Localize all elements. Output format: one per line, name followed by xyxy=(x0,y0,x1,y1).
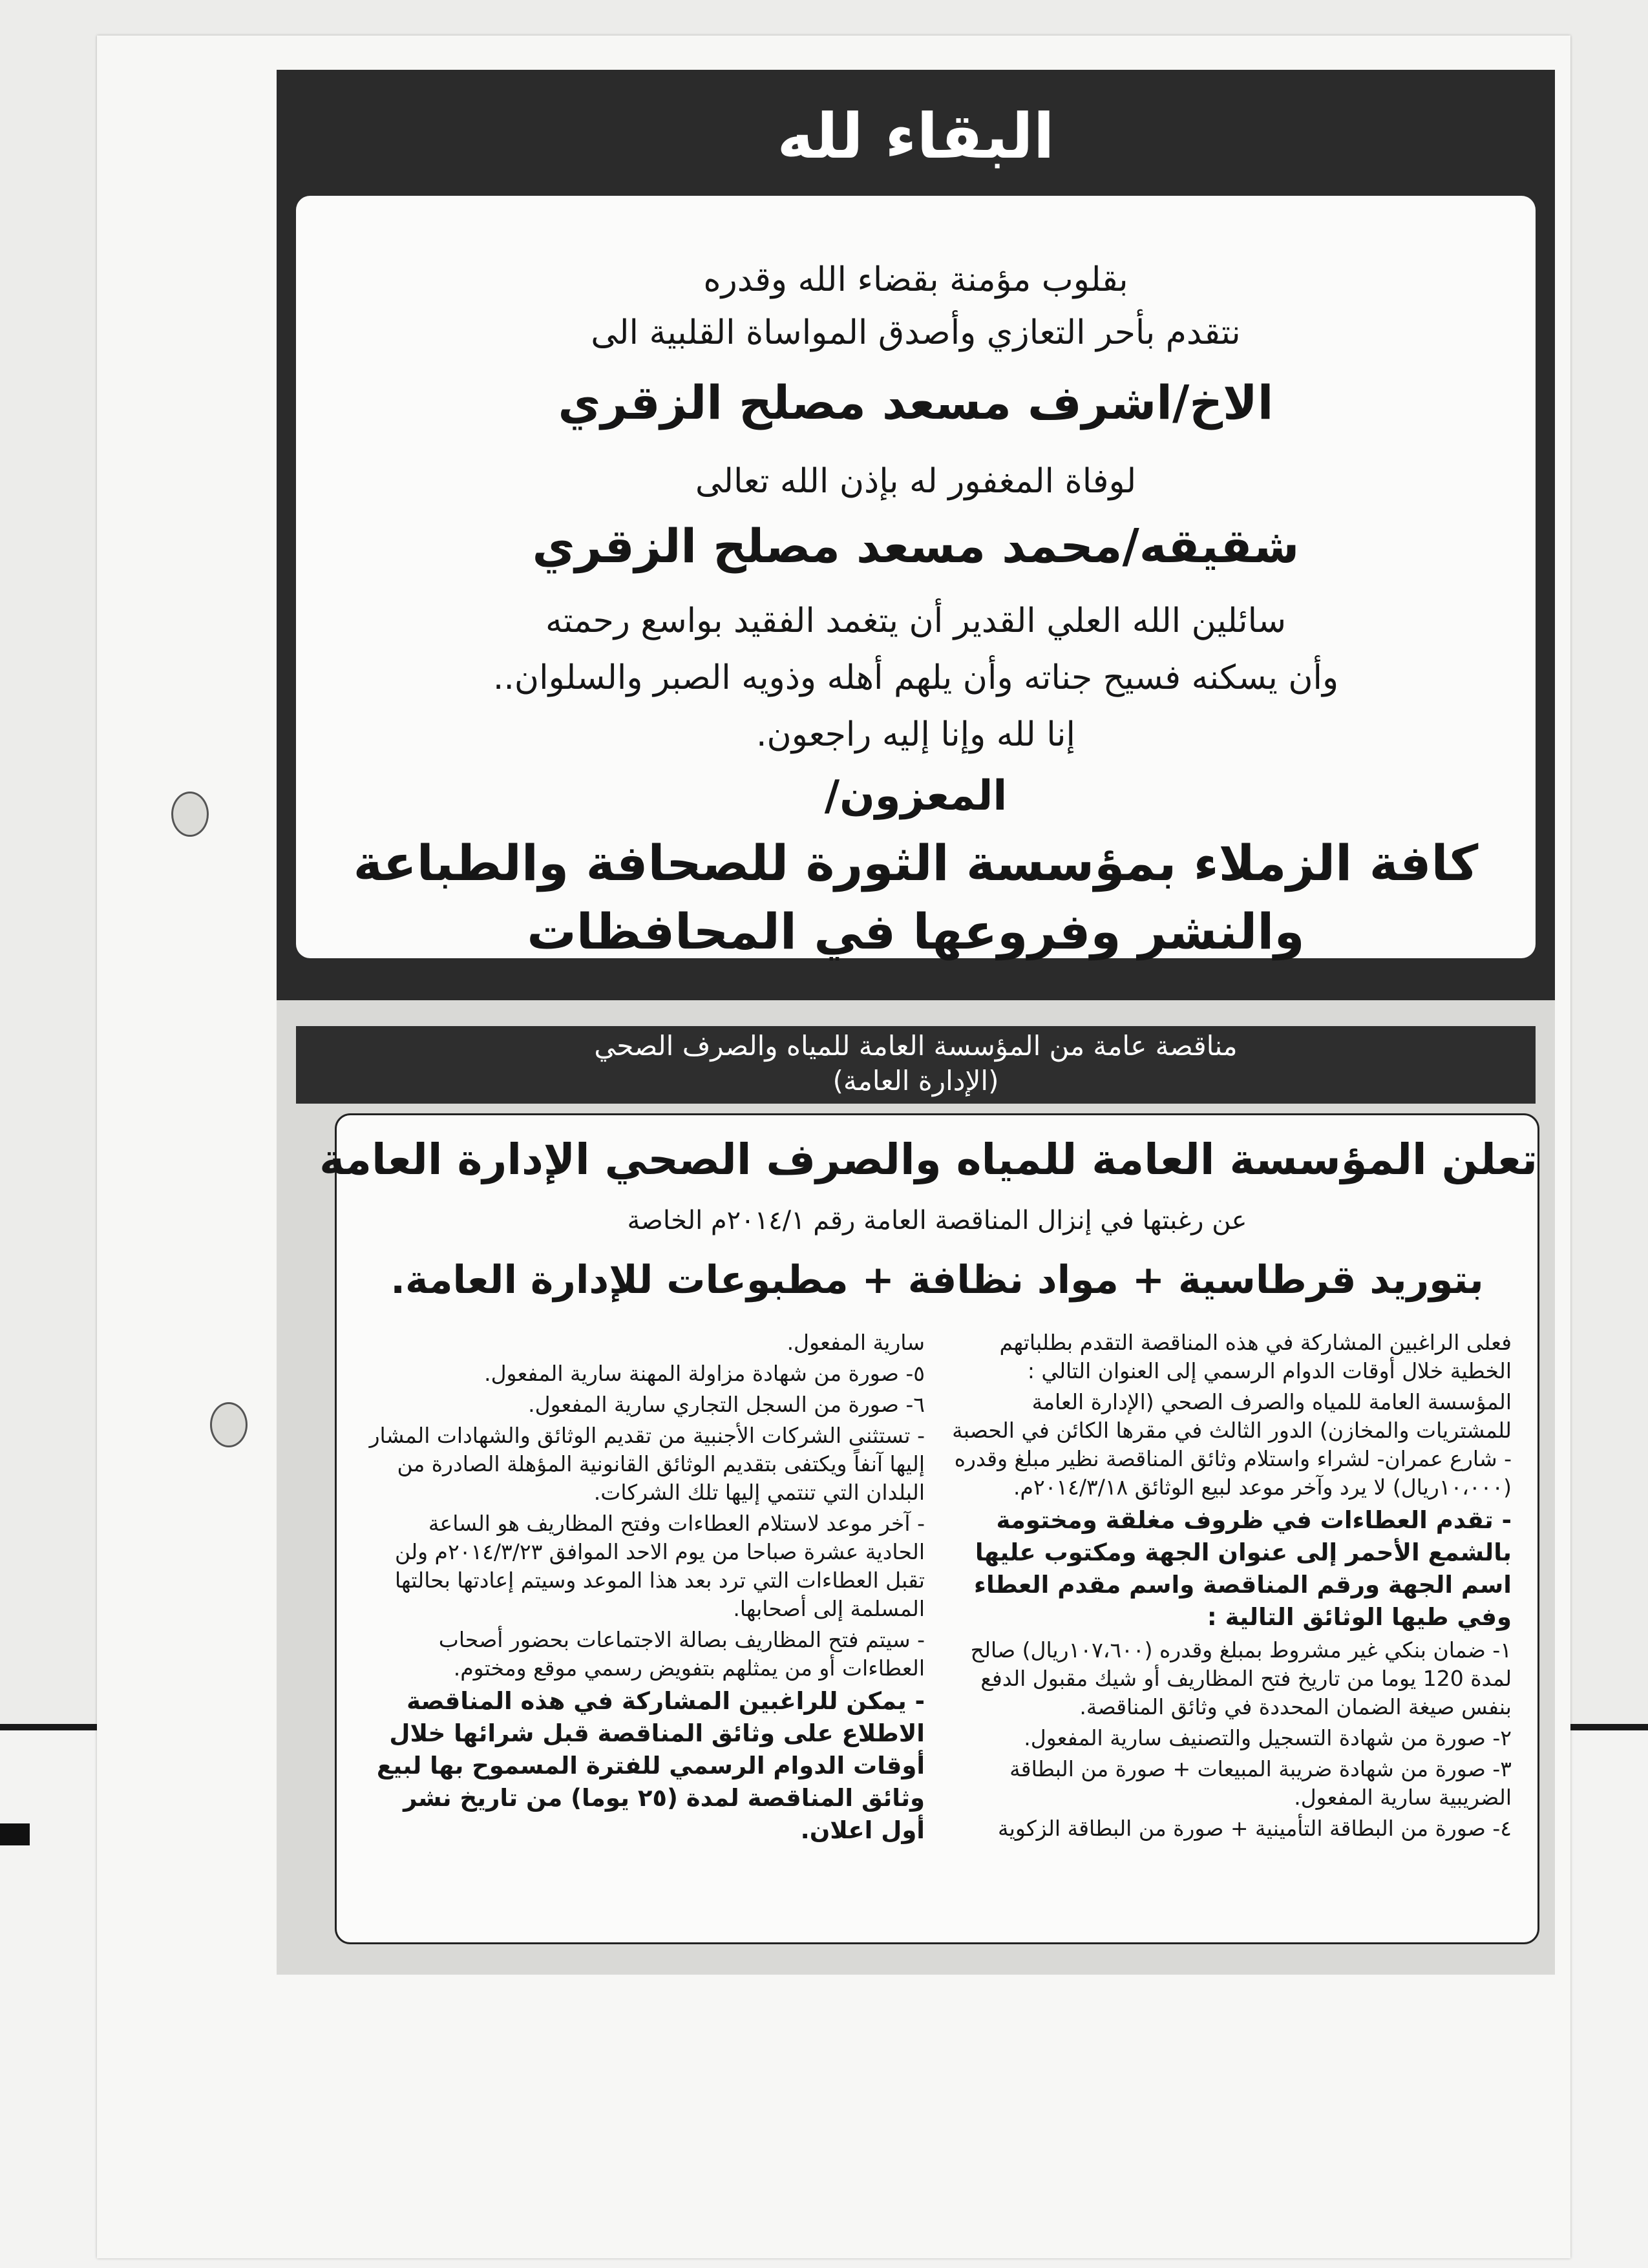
tender-paragraph: ٦- صورة من السجل التجاري سارية المفعول. xyxy=(528,1392,925,1417)
recipient-name: الاخ/اشرف مسعد مصلح الزقري xyxy=(558,375,1274,430)
tender-paragraph: ١- ضمان بنكي غير مشروط بمبلغ وقدره (١٠٧،٦٠٠ريال) صالح لمدة 120 يوما من تاريخ فتح المظاريف أو شيك مقبول الدفع بنفس صيغة الضمان المحددة في وثائق المناقصة. xyxy=(970,1637,1512,1719)
tender-title: تعلن المؤسسة العامة للمياه والصرف الصحي الإدارة العامة xyxy=(319,1135,1537,1184)
mourners-line: والنشر وفروعها في المحافظات xyxy=(527,903,1305,960)
tender-paragraph: ٢- صورة من شهادة التسجيل والتصنيف سارية المفعول. xyxy=(1024,1725,1512,1750)
condolence-body xyxy=(296,196,1536,958)
tender-notice xyxy=(277,1000,1555,1975)
condolence-notice xyxy=(277,70,1555,1000)
tender-paragraph: ٥- صورة من شهادة مزاولة المهنة سارية المفعول. xyxy=(484,1361,925,1386)
deceased-name: شقيقه/محمد مسعد مصلح الزقري xyxy=(532,519,1300,573)
punch-hole xyxy=(171,792,209,837)
tender-header xyxy=(296,1026,1536,1104)
tender-column-right xyxy=(949,1328,1512,1845)
tender-paragraph: المؤسسة العامة للمياه والصرف الصحي (الإدارة العامة للمشتريات والمخازن) الدور الثالث في مقرها الكائن في الحصبة - شارع عمران- لشراء واستلام وثائق المناقصة نظير مبلغ وقدره (١٠،٠٠٠ريال) لا يرد وآخر موعد لبيع الوثائق ٢٠١٤/٣/١٨م. xyxy=(952,1389,1512,1500)
condolence-line: بقلوب مؤمنة بقضاء الله وقدره xyxy=(703,260,1128,299)
condolence-line: نتقدم بأحر التعازي وأصدق المواساة القلبية الى xyxy=(591,313,1241,352)
tender-paragraph: - سيتم فتح المظاريف بصالة الاجتماعات بحضور أصحاب العطاءات أو من يمثلهم بتفويض رسمي موقع ومختوم. xyxy=(438,1627,925,1681)
tender-paragraph: - تستثنى الشركات الأجنبية من تقديم الوثائق والشهادات المشار إليها آنفاً ويكتفى بتقديم الوثائق القانونية المؤهلة الصادرة من البلدان التي تنتمي إليها تلك الشركات. xyxy=(369,1423,925,1505)
tender-paragraph: - يمكن للراغبين المشاركة في هذه المناقصة الاطلاع على وثائق المناقصة قبل شرائها خلال أوقات الدوام الرسمي للفترة المسموح بها لبيع وثائق المناقصة لمدة (٢٥ يوما) من تاريخ نشر أول اعلان. xyxy=(376,1687,925,1844)
scanner-mark xyxy=(0,1823,30,1845)
condolence-line: سائلين الله العلي القدير أن يتغمد الفقيد بواسع رحمته xyxy=(545,602,1287,640)
tender-intro: عن رغبتها في إنزال المناقصة العامة رقم ٢٠١٤/١م الخاصة xyxy=(627,1206,1247,1235)
punch-hole xyxy=(210,1402,248,1447)
tender-paragraph: سارية المفعول. xyxy=(787,1330,925,1355)
tender-column-left xyxy=(363,1328,925,1849)
mourners-line: كافة الزملاء بمؤسسة الثورة للصحافة والطباعة xyxy=(353,834,1479,892)
condolence-line: لوفاة المغفور له بإذن الله تعالى xyxy=(695,462,1137,501)
tender-header-line: مناقصة عامة من المؤسسة العامة للمياه والصرف الصحي xyxy=(594,1030,1238,1062)
tender-paragraph: ٤- صورة من البطاقة التأمينية + صورة من البطاقة الزكوية xyxy=(998,1816,1512,1841)
mourners-label: المعزون/ xyxy=(824,772,1008,820)
condolence-line: إنا لله وإنا إليه راجعون. xyxy=(756,715,1075,754)
tender-body xyxy=(319,1113,1539,1944)
tender-paragraph: - تقدم العطاءات في ظروف مغلقة ومختومة بالشمع الأحمر إلى عنوان الجهة ومكتوب عليها اسم الجهة ورقم المناقصة واسم مقدم العطاء وفي طيها الوثائق التالية : xyxy=(974,1506,1512,1631)
tender-subject: بتوريد قرطاسية + مواد نظافة + مطبوعات للإدارة العامة. xyxy=(390,1257,1484,1303)
condolence-line: وأن يسكنه فسيح جناته وأن يلهم أهله وذويه الصبر والسلوان.. xyxy=(492,658,1339,697)
tender-paragraph: ٣- صورة من شهادة ضريبة المبيعات + صورة من البطاقة الضريبية سارية المفعول. xyxy=(1009,1756,1512,1810)
condolence-title: البقاء لله xyxy=(777,100,1055,173)
tender-paragraph: فعلى الراغبين المشاركة في هذه المناقصة التقدم بطلباتهم الخطية خلال أوقات الدوام الرسمي إلى العنوان التالي : xyxy=(999,1330,1512,1383)
tender-header-line: (الإدارة العامة) xyxy=(832,1065,999,1097)
tender-paragraph: - آخر موعد لاستلام العطاءات وفتح المظاريف هو الساعة الحادية عشرة صباحا من يوم الاحد الموافق ٢٠١٤/٣/٢٣م ولن تقبل العطاءات التي ترد بعد هذا الموعد وسيتم إعادتها بحالتها المسلمة إلى أصحابها. xyxy=(394,1511,925,1621)
